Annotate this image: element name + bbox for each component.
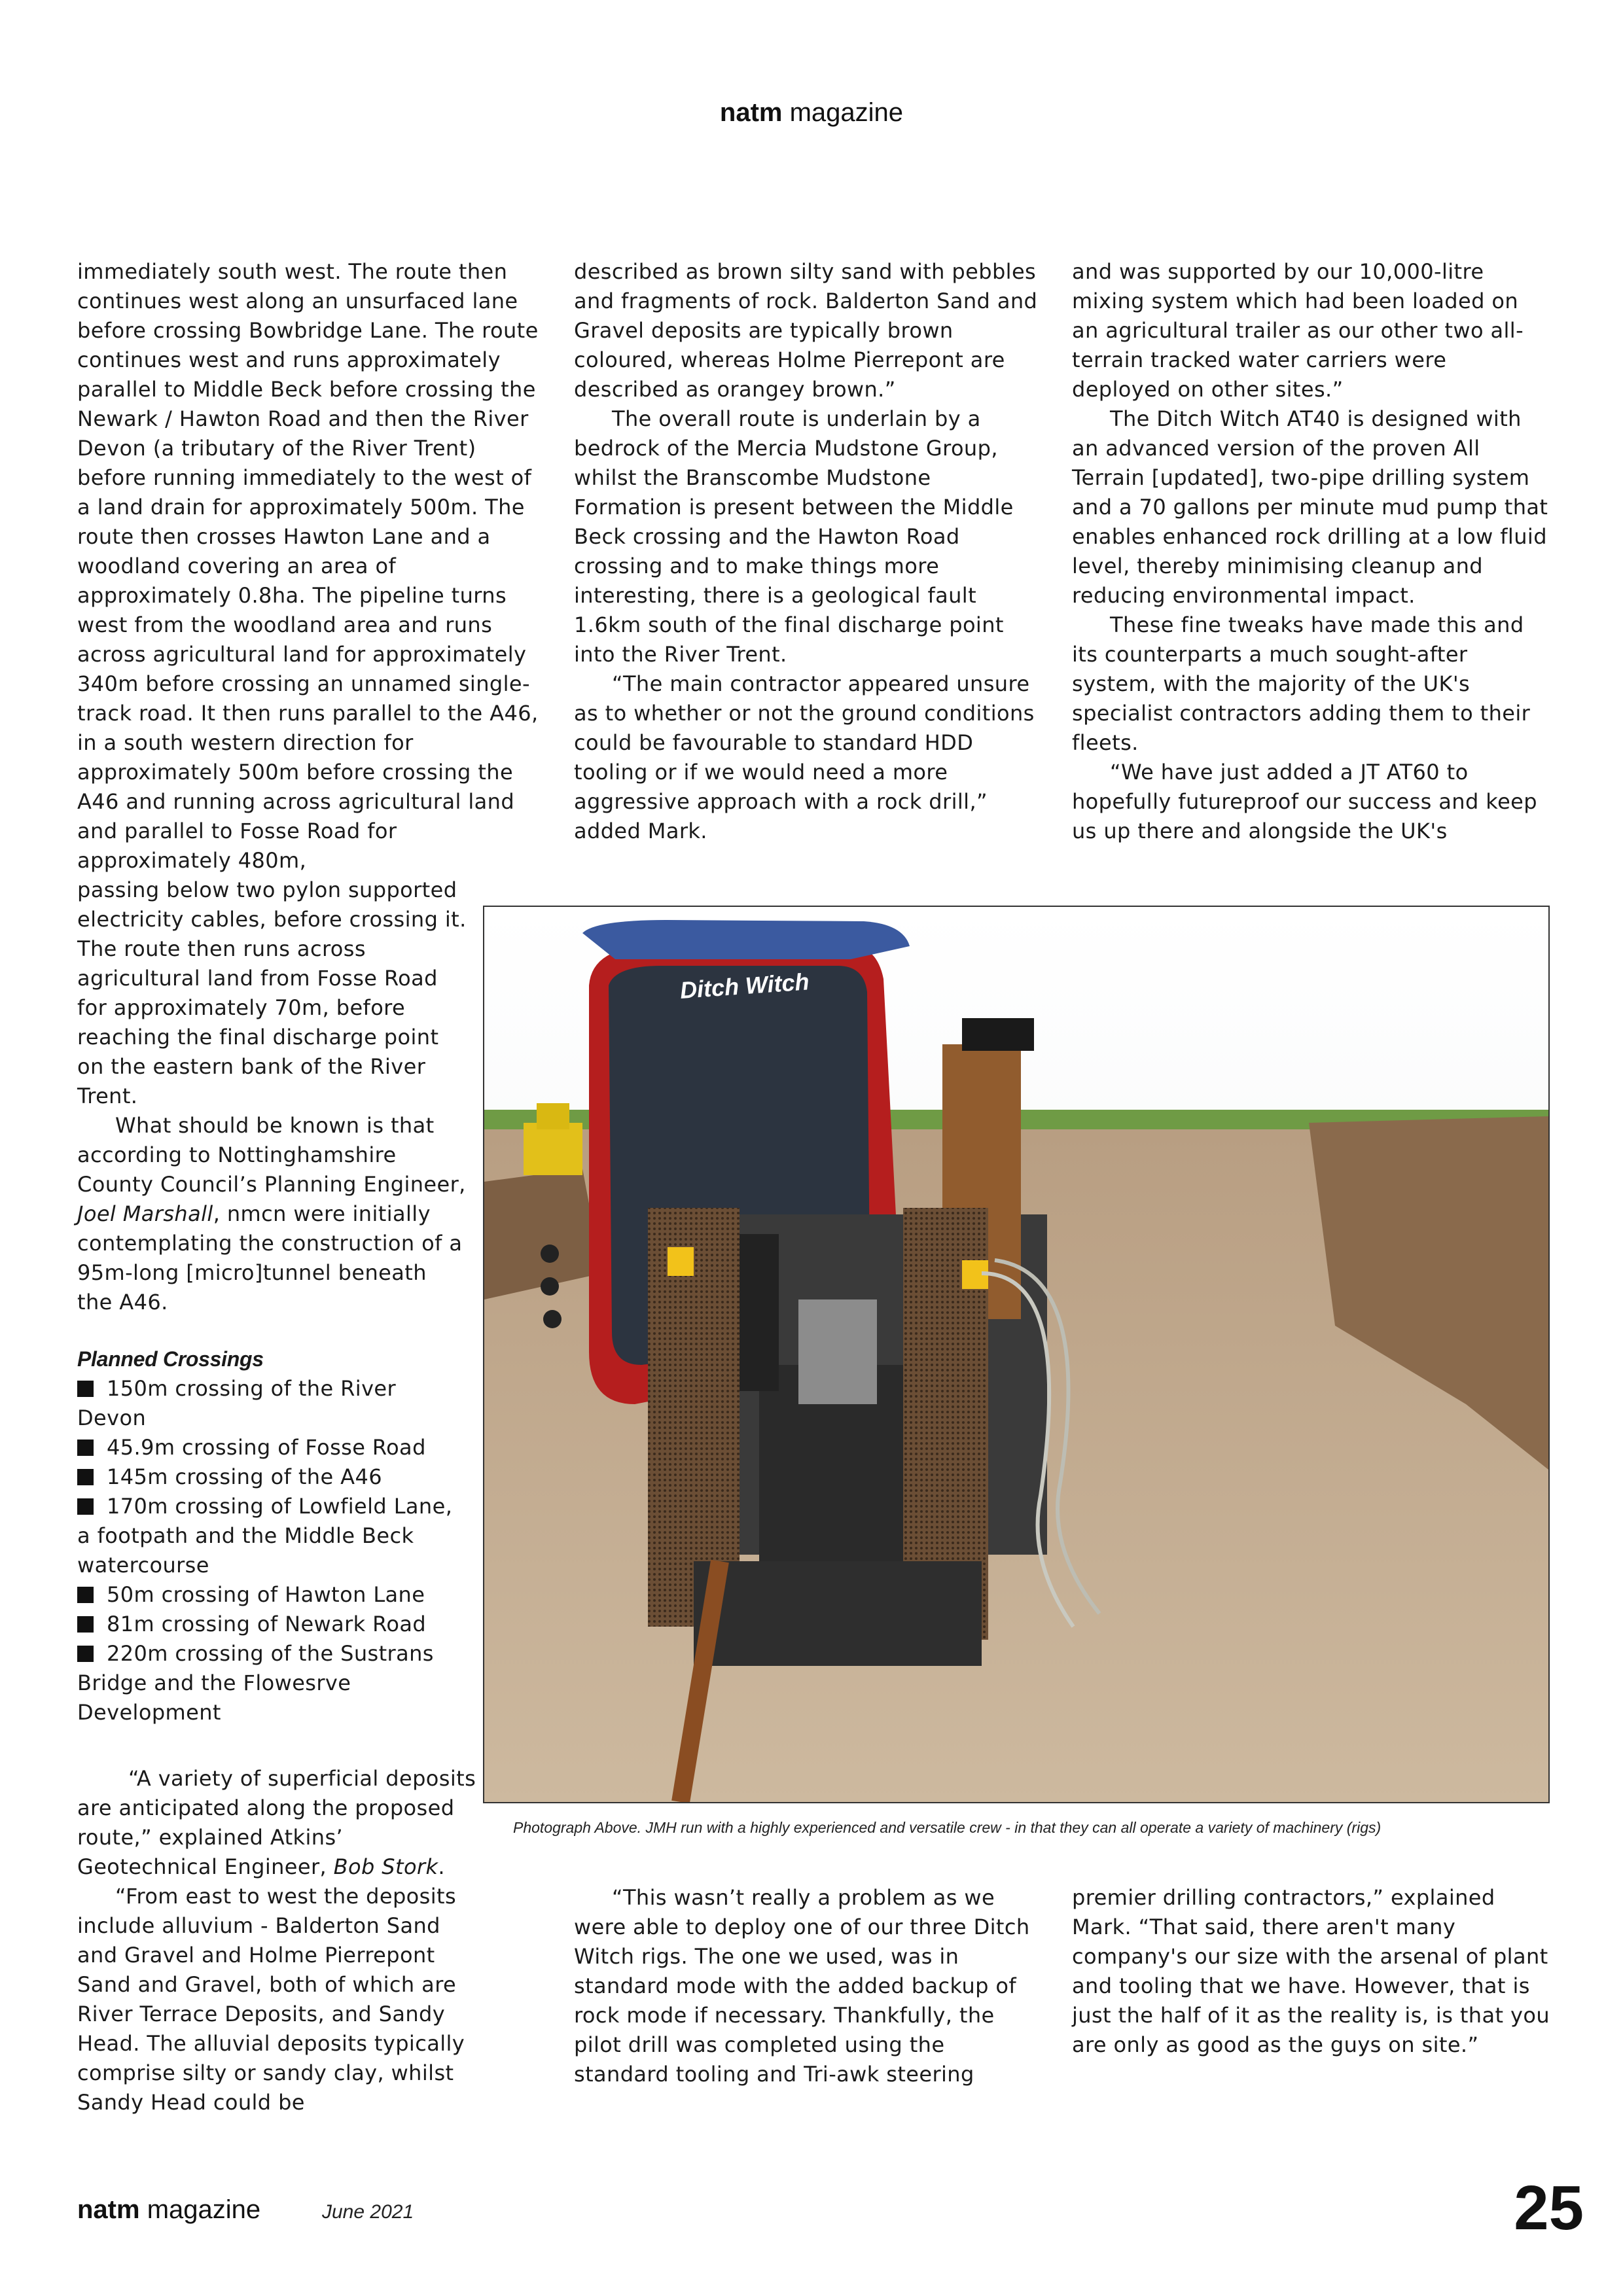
article-column-1: [77, 257, 548, 1727]
cab-logo-text: Ditch Witch: [679, 968, 810, 1004]
col1-paragraph-4: “From east to west the deposits include alluvium - Balderton Sand and Gravel and Holme Pierrepont Sand and Gravel, both of which are River Terrace Deposits, and Sandy Head. The alluvial deposits typically comprise silty or sandy clay, whilst Sandy Head could be: [77, 1884, 465, 2115]
col2-paragraph-3: “The main contractor appeared unsure as to whether or not the ground conditions could be favourable to standard HDD tooling or if we would need a more aggressive approach with a rock drill,” added Mark.: [574, 671, 1035, 843]
col1-paragraph-2: [77, 1111, 469, 1317]
article-column-3-lower: [1072, 1883, 1550, 2060]
crossing-item: [77, 1580, 469, 1610]
col3-paragraph-2: The Ditch Witch AT40 is designed with an advanced version of the proven All Terrain [updated], two-pipe drilling system and a 70 gallons per minute mud pump that enables enhanced rock drilling at a low fluid level, thereby minimising cleanup and reducing environmental impact.: [1072, 406, 1548, 608]
col1-p3-text: “A variety of superficial deposits are anticipated along the proposed route,” explained Atkins’ Geotechnical Engineer,: [77, 1766, 476, 1879]
square-bullet-icon: [77, 1439, 94, 1456]
col1-p2-text: What should be known is that according to Nottinghamshire County Council’s Planning Engineer,: [77, 1113, 466, 1197]
crossing-item: [77, 1639, 469, 1727]
crossing-text: 145m crossing of the A46: [107, 1464, 382, 1489]
person-name-bob: Bob Stork: [333, 1854, 438, 1879]
crossing-text: 50m crossing of Hawton Lane: [107, 1582, 425, 1607]
masthead-brand-bold: natm: [719, 98, 783, 127]
drilling-rig-photo: [483, 906, 1550, 1803]
crossing-text: 150m crossing of the River Devon: [77, 1376, 397, 1430]
crossing-item: [77, 1610, 469, 1639]
drilling-rig-illustration: [484, 907, 1548, 1802]
square-bullet-icon: [77, 1587, 94, 1603]
col3-paragraph-5: premier drilling contractors,” explained Mark. “That said, there aren't many company's our size with the arsenal of plant and tooling that we have. However, that is just the half of it as the reality is, is that you are only as good as the guys on site.”: [1072, 1885, 1550, 2057]
col3-paragraph-3: These fine tweaks have made this and its counterparts a much sought-after system, with the majority of the UK's specialist contractors adding them to their fleets.: [1072, 612, 1531, 755]
crossing-text: 170m crossing of Lowfield Lane, a footpath and the Middle Beck watercourse: [77, 1494, 453, 1578]
crossings-list: [77, 1374, 469, 1727]
col1-p3-text-end: .: [438, 1854, 445, 1879]
crossing-text: 45.9m crossing of Fosse Road: [107, 1435, 426, 1460]
crossing-item: [77, 1492, 469, 1580]
article-column-1-lower: [77, 1764, 476, 2117]
masthead: [0, 98, 1623, 128]
article-column-2: [574, 257, 1045, 846]
footer-brand: [77, 2195, 260, 2225]
col1-paragraph-1: immediately south west. The route then continues west along an unsurfaced lane before crossing Bowbridge Lane. The route continues west and runs approximately parallel to Middle Beck before crossing the Newark / Hawton Road and then the River Devon (a tributary of the River Trent) before running immediately to the west of a land drain for approximately 500m. The route then crosses Hawton Lane and a woodland covering an area of approximately 0.8ha. The pipeline turns west from the woodland area and runs across agricultural land for approximately 340m before crossing an unnamed single-track road. It then runs parallel to the A46, in a south western direction for approximately 500m before crossing the A46 and running across agricultural land and parallel to Fosse Road for approximately 480m,: [77, 259, 539, 873]
masthead-brand-rest: magazine: [782, 98, 904, 127]
col2-paragraph-4: “This wasn’t really a problem as we were able to deploy one of our three Ditch Witch rigs. The one we used, was in standard mode with the added backup of rock mode if necessary. Thankfully, the pilot drill was completed using the standard tooling and Tri-awk steering: [574, 1885, 1030, 2087]
square-bullet-icon: [77, 1498, 94, 1515]
person-name-joel: Joel Marshall: [77, 1201, 213, 1226]
col1-paragraph-3: [77, 1764, 476, 1882]
photo-caption: Photograph Above. JMH run with a highly experienced and versatile crew - in that they can all operate a variety of machinery (rigs): [513, 1819, 1382, 1836]
col2-paragraph-2: The overall route is underlain by a bedrock of the Mercia Mudstone Group, whilst the Branscombe Mudstone Formation is present between the Middle Beck crossing and the Hawton Road crossing and to make things more interesting, there is a geological fault 1.6km south of the final discharge point into the River Trent.: [574, 406, 1014, 667]
col3-paragraph-1: and was supported by our 10,000-litre mixing system which had been loaded on an agricultural trailer as our other two all-terrain tracked water carriers were deployed on other sites.”: [1072, 259, 1524, 402]
square-bullet-icon: [77, 1616, 94, 1633]
col1-paragraph-1-cont: passing below two pylon supported electricity cables, before crossing it. The route then runs across agricultural land from Fosse Road for approximately 70m, before reaching the final discharge point on the eastern bank of the River Trent.: [77, 877, 467, 1108]
page-number: 25: [1514, 2173, 1584, 2243]
crossing-item: [77, 1433, 469, 1462]
square-bullet-icon: [77, 1469, 94, 1485]
col1-p2-text-end: , nmcn were initially contemplating the construction of a 95m-long [micro]tunnel beneath the A46.: [77, 1201, 463, 1315]
crossing-item: [77, 1374, 469, 1433]
crossing-text: 220m crossing of the Sustrans Bridge and the Flowesrve Development: [77, 1641, 434, 1725]
crossings-heading: Planned Crossings: [77, 1347, 264, 1371]
col2-paragraph-1: described as brown silty sand with pebbles and fragments of rock. Balderton Sand and Gravel deposits are typically brown coloured, whereas Holme Pierrepont are described as orangey brown.”: [574, 259, 1038, 402]
square-bullet-icon: [77, 1381, 94, 1397]
article-column-3: [1072, 257, 1550, 846]
crossing-item: [77, 1462, 469, 1492]
footer-brand-bold: natm: [77, 2195, 140, 2224]
square-bullet-icon: [77, 1646, 94, 1662]
col3-paragraph-4: “We have just added a JT AT60 to hopefully futureproof our success and keep us up there and alongside the UK's: [1072, 760, 1537, 843]
issue-date: June 2021: [322, 2201, 414, 2223]
article-column-2-lower: [574, 1883, 1045, 2089]
crossing-text: 81m crossing of Newark Road: [107, 1612, 427, 1636]
footer-brand-rest: magazine: [139, 2195, 261, 2224]
